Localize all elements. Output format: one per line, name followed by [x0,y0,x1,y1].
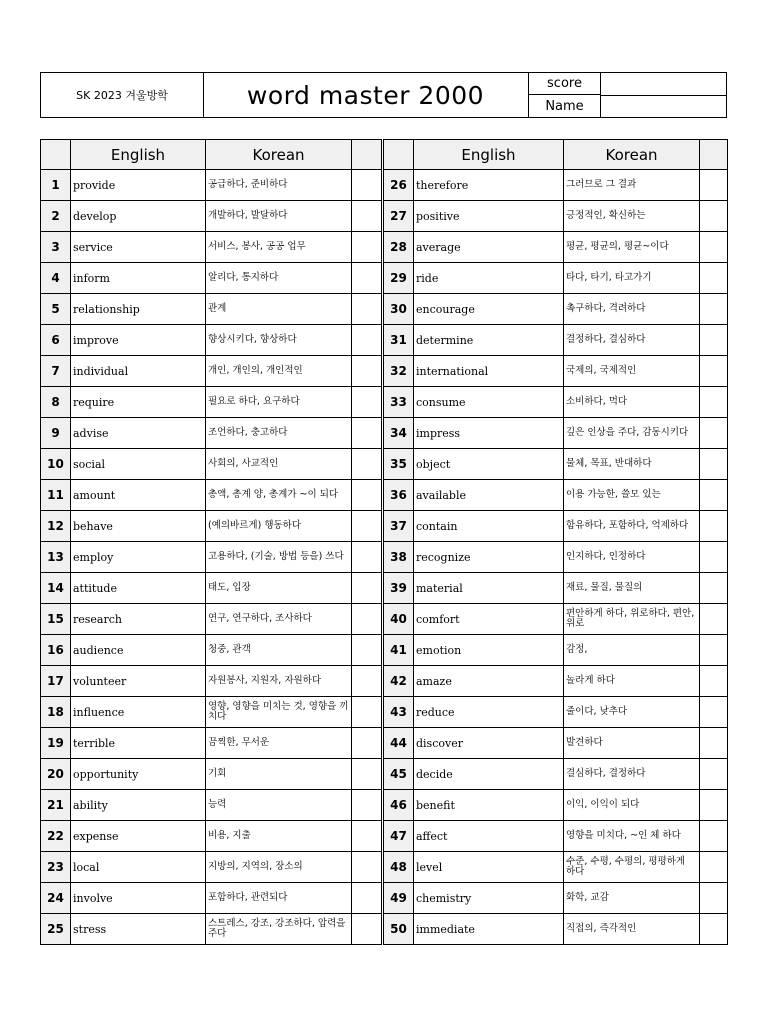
check-cell[interactable] [700,759,728,790]
check-cell[interactable] [352,573,382,604]
korean-meaning: 이익, 이익이 되다 [564,790,700,821]
english-word: international [414,356,564,387]
word-number: 48 [384,852,414,883]
check-cell[interactable] [352,542,382,573]
check-cell[interactable] [352,821,382,852]
check-cell[interactable] [352,759,382,790]
english-word: relationship [71,294,206,325]
table-row [41,821,382,852]
check-cell[interactable] [700,511,728,542]
english-word: terrible [71,728,206,759]
english-column-header: English [414,140,564,170]
check-cell[interactable] [700,821,728,852]
korean-meaning: 놀라게 하다 [564,666,700,697]
english-word: audience [71,635,206,666]
english-word: social [71,449,206,480]
word-number: 15 [41,604,71,635]
word-number: 30 [384,294,414,325]
table-row [384,790,728,821]
korean-meaning: 평균, 평균의, 평균~이다 [564,232,700,263]
word-number: 32 [384,356,414,387]
word-number: 16 [41,635,71,666]
word-number: 28 [384,232,414,263]
english-word: stress [71,914,206,945]
korean-meaning: 함유하다, 포함하다, 억제하다 [564,511,700,542]
table-row [384,573,728,604]
worksheet-title: word master 2000 [246,80,485,110]
table-row [384,666,728,697]
check-cell[interactable] [352,387,382,418]
check-cell[interactable] [700,635,728,666]
word-number: 29 [384,263,414,294]
korean-meaning: 줄이다, 낮추다 [564,697,700,728]
table-row [384,232,728,263]
korean-meaning: 서비스, 봉사, 공공 업무 [206,232,352,263]
table-row [384,821,728,852]
korean-meaning: 이용 가능한, 쓸모 있는 [564,480,700,511]
word-number: 9 [41,418,71,449]
check-cell[interactable] [700,418,728,449]
korean-meaning: 고용하다, (기술, 방법 등을) 쓰다 [206,542,352,573]
table-row [384,604,728,635]
korean-meaning: 사회의, 사교적인 [206,449,352,480]
korean-meaning: 그러므로 그 결과 [564,170,700,201]
korean-meaning: 편안하게 하다, 위로하다, 편안, 위로 [564,604,700,635]
check-cell[interactable] [352,697,382,728]
english-word: provide [71,170,206,201]
table-header-row [384,140,728,170]
english-word: amaze [414,666,564,697]
check-cell[interactable] [352,356,382,387]
word-number: 27 [384,201,414,232]
check-cell[interactable] [352,883,382,914]
english-word: behave [71,511,206,542]
english-word: object [414,449,564,480]
check-cell[interactable] [352,325,382,356]
word-number: 13 [41,542,71,573]
word-number: 1 [41,170,71,201]
word-number: 31 [384,325,414,356]
word-number: 26 [384,170,414,201]
word-number: 41 [384,635,414,666]
english-word: local [71,852,206,883]
english-word: improve [71,325,206,356]
word-number: 46 [384,790,414,821]
word-number: 44 [384,728,414,759]
table-row [41,232,382,263]
table-row [384,170,728,201]
word-number: 7 [41,356,71,387]
english-word: contain [414,511,564,542]
table-row [384,759,728,790]
table-row [384,418,728,449]
english-word: service [71,232,206,263]
english-word: volunteer [71,666,206,697]
word-number: 20 [41,759,71,790]
table-row [384,480,728,511]
check-cell[interactable] [700,356,728,387]
table-row [41,294,382,325]
english-word: encourage [414,294,564,325]
table-row [384,325,728,356]
english-word: attitude [71,573,206,604]
table-row [384,294,728,325]
korean-meaning: 연구, 연구하다, 조사하다 [206,604,352,635]
english-word: average [414,232,564,263]
korean-meaning: 감정, [564,635,700,666]
table-row [41,635,382,666]
table-row [41,480,382,511]
english-word: research [71,604,206,635]
table-row [41,170,382,201]
korean-meaning: 태도, 입장 [206,573,352,604]
korean-meaning: 국제의, 국제적인 [564,356,700,387]
word-number: 43 [384,697,414,728]
check-cell[interactable] [700,325,728,356]
check-column-header [700,140,728,170]
table-row [384,542,728,573]
korean-meaning: 알리다, 통지하다 [206,263,352,294]
korean-meaning: 능력 [206,790,352,821]
table-row [41,697,382,728]
check-cell[interactable] [700,542,728,573]
table-row [384,201,728,232]
english-word: amount [71,480,206,511]
word-number: 19 [41,728,71,759]
english-word: decide [414,759,564,790]
word-number: 10 [41,449,71,480]
english-word: level [414,852,564,883]
english-word: opportunity [71,759,206,790]
check-cell[interactable] [352,852,382,883]
table-row [41,418,382,449]
korean-column-header: Korean [564,140,700,170]
korean-meaning: 향상시키다, 향상하다 [206,325,352,356]
check-cell[interactable] [700,852,728,883]
word-number: 8 [41,387,71,418]
korean-meaning: 영향, 영향을 미치는 것, 영향을 끼치다 [206,697,352,728]
english-word: chemistry [414,883,564,914]
table-row [41,449,382,480]
check-cell[interactable] [700,790,728,821]
table-row [384,511,728,542]
korean-meaning: 인지하다, 인정하다 [564,542,700,573]
check-cell[interactable] [700,728,728,759]
check-cell[interactable] [352,635,382,666]
word-number: 17 [41,666,71,697]
worksheet-header [40,72,727,118]
korean-meaning: 끔찍한, 무서운 [206,728,352,759]
english-word: influence [71,697,206,728]
word-number: 3 [41,232,71,263]
table-row [384,697,728,728]
korean-meaning: 청중, 관객 [206,635,352,666]
number-column-header [384,140,414,170]
table-row [41,852,382,883]
check-cell[interactable] [700,604,728,635]
check-cell[interactable] [352,480,382,511]
name-field[interactable] [601,95,726,117]
school-label: SK 2023 겨울방학 [41,73,204,117]
score-label: score [528,73,601,95]
table-row [41,914,382,945]
korean-meaning: 발견하다 [564,728,700,759]
english-word: benefit [414,790,564,821]
check-cell[interactable] [352,511,382,542]
word-number: 12 [41,511,71,542]
check-cell[interactable] [700,232,728,263]
word-number: 24 [41,883,71,914]
korean-column-header: Korean [206,140,352,170]
table-row [41,604,382,635]
table-row [384,635,728,666]
word-number: 4 [41,263,71,294]
english-word: consume [414,387,564,418]
english-word: reduce [414,697,564,728]
english-word: involve [71,883,206,914]
korean-meaning: 화학, 교감 [564,883,700,914]
check-cell[interactable] [352,790,382,821]
english-word: develop [71,201,206,232]
word-number: 42 [384,666,414,697]
english-word: therefore [414,170,564,201]
check-cell[interactable] [352,449,382,480]
table-row [41,542,382,573]
english-word: available [414,480,564,511]
check-cell[interactable] [700,573,728,604]
word-number: 5 [41,294,71,325]
table-row [384,852,728,883]
korean-meaning: 필요로 하다, 요구하다 [206,387,352,418]
check-cell[interactable] [352,604,382,635]
check-cell[interactable] [700,387,728,418]
check-column-header [352,140,382,170]
korean-meaning: 기회 [206,759,352,790]
word-number: 21 [41,790,71,821]
korean-meaning: (예의바르게) 행동하다 [206,511,352,542]
check-cell[interactable] [700,263,728,294]
check-cell[interactable] [700,449,728,480]
english-column-header: English [71,140,206,170]
korean-meaning: 지방의, 지역의, 장소의 [206,852,352,883]
english-word: immediate [414,914,564,945]
check-cell[interactable] [700,666,728,697]
korean-meaning: 수준, 수평, 수평의, 평평하게 하다 [564,852,700,883]
word-number: 39 [384,573,414,604]
check-cell[interactable] [352,728,382,759]
korean-meaning: 영향을 미치다, ~인 체 하다 [564,821,700,852]
table-row [384,449,728,480]
score-field[interactable] [601,73,726,96]
english-word: employ [71,542,206,573]
korean-meaning: 포함하다, 관련되다 [206,883,352,914]
english-word: individual [71,356,206,387]
word-number: 18 [41,697,71,728]
korean-meaning: 물체, 목표, 반대하다 [564,449,700,480]
word-number: 37 [384,511,414,542]
english-word: ability [71,790,206,821]
word-number: 6 [41,325,71,356]
table-row [41,666,382,697]
number-column-header [41,140,71,170]
check-cell[interactable] [352,294,382,325]
word-number: 40 [384,604,414,635]
english-word: discover [414,728,564,759]
korean-meaning: 소비하다, 먹다 [564,387,700,418]
check-cell[interactable] [352,232,382,263]
table-row [41,759,382,790]
table-row [384,356,728,387]
word-number: 34 [384,418,414,449]
table-row [41,790,382,821]
table-row [41,728,382,759]
english-word: affect [414,821,564,852]
english-word: positive [414,201,564,232]
word-number: 49 [384,883,414,914]
check-cell[interactable] [700,170,728,201]
word-number: 11 [41,480,71,511]
english-word: determine [414,325,564,356]
english-word: comfort [414,604,564,635]
table-row [384,728,728,759]
english-word: material [414,573,564,604]
korean-meaning: 스트레스, 강조, 강조하다, 압력을 주다 [206,914,352,945]
word-number: 25 [41,914,71,945]
check-cell[interactable] [700,480,728,511]
korean-meaning: 결심하다, 결정하다 [564,759,700,790]
korean-meaning: 타다, 타기, 타고가기 [564,263,700,294]
table-row [384,883,728,914]
table-row [41,573,382,604]
korean-meaning: 촉구하다, 격려하다 [564,294,700,325]
table-row [41,511,382,542]
english-word: ride [414,263,564,294]
word-table-right [383,139,728,945]
korean-meaning: 공급하다, 준비하다 [206,170,352,201]
check-cell[interactable] [352,201,382,232]
check-cell[interactable] [352,263,382,294]
word-number: 50 [384,914,414,945]
word-number: 23 [41,852,71,883]
table-row [384,263,728,294]
check-cell[interactable] [700,697,728,728]
table-header-row [41,140,382,170]
check-cell[interactable] [352,418,382,449]
word-number: 38 [384,542,414,573]
korean-meaning: 결정하다, 결심하다 [564,325,700,356]
check-cell[interactable] [352,914,382,945]
table-row [41,325,382,356]
korean-meaning: 총액, 총계 양, 총계가 ~이 되다 [206,480,352,511]
word-number: 33 [384,387,414,418]
table-row [41,263,382,294]
check-cell[interactable] [700,201,728,232]
english-word: expense [71,821,206,852]
korean-meaning: 관계 [206,294,352,325]
table-row [384,914,728,945]
table-row [41,387,382,418]
check-cell[interactable] [700,294,728,325]
table-row [384,387,728,418]
english-word: require [71,387,206,418]
english-word: inform [71,263,206,294]
english-word: emotion [414,635,564,666]
korean-meaning: 비용, 지출 [206,821,352,852]
word-number: 47 [384,821,414,852]
table-row [41,356,382,387]
word-number: 35 [384,449,414,480]
word-table-left [40,139,382,945]
korean-meaning: 긍정적인, 확신하는 [564,201,700,232]
check-cell[interactable] [700,883,728,914]
korean-meaning: 조언하다, 충고하다 [206,418,352,449]
word-number: 22 [41,821,71,852]
name-label: Name [528,95,601,117]
check-cell[interactable] [352,666,382,697]
check-cell[interactable] [352,170,382,201]
check-cell[interactable] [700,914,728,945]
korean-meaning: 개인, 개인의, 개인적인 [206,356,352,387]
english-word: advise [71,418,206,449]
korean-meaning: 개발하다, 발달하다 [206,201,352,232]
table-row [41,201,382,232]
korean-meaning: 깊은 인상을 주다, 감동시키다 [564,418,700,449]
korean-meaning: 직접의, 즉각적인 [564,914,700,945]
korean-meaning: 자원봉사, 지원자, 자원하다 [206,666,352,697]
word-number: 14 [41,573,71,604]
table-row [41,883,382,914]
english-word: impress [414,418,564,449]
korean-meaning: 재료, 물질, 물질의 [564,573,700,604]
word-number: 2 [41,201,71,232]
word-number: 45 [384,759,414,790]
english-word: recognize [414,542,564,573]
word-number: 36 [384,480,414,511]
